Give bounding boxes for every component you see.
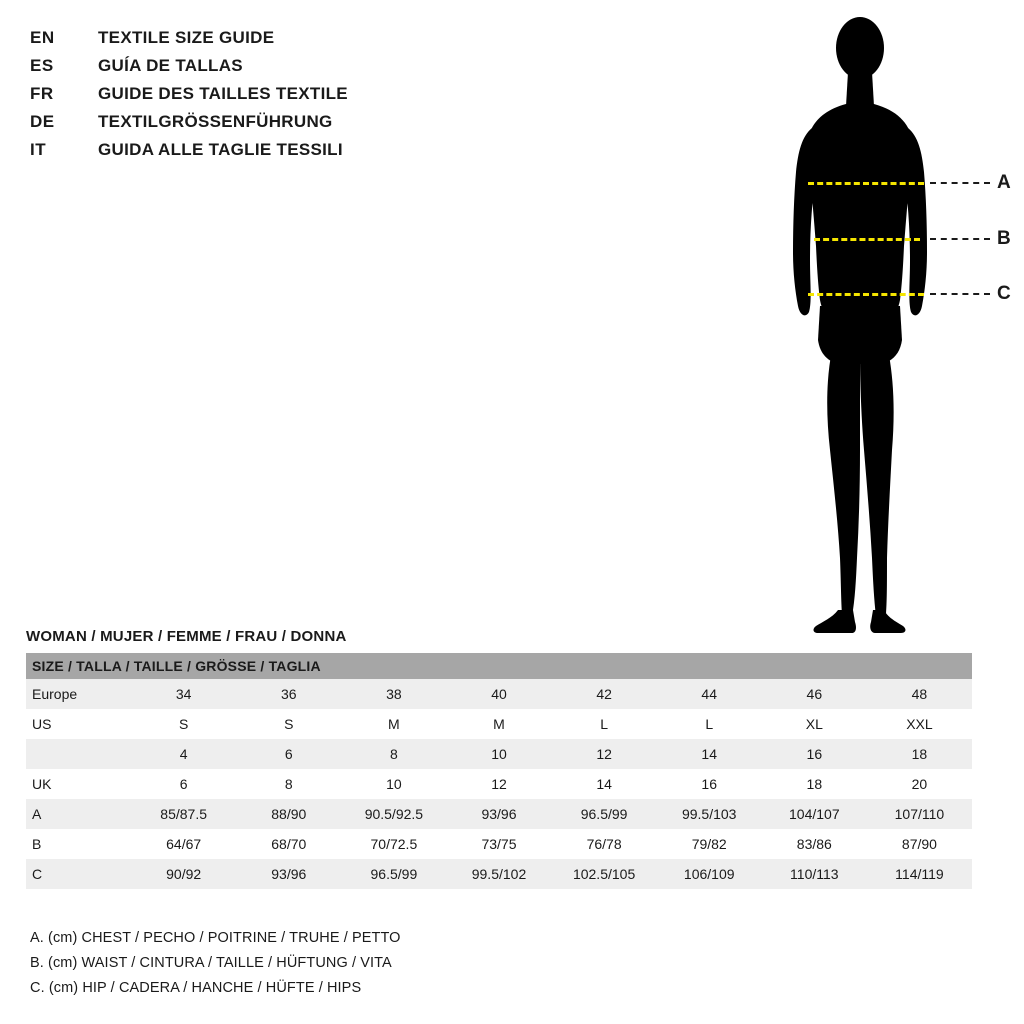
measure-label-c: C [997,283,1011,304]
title-text-es: GUÍA DE TALLAS [98,56,243,75]
title-text-de: TEXTILGRÖSSENFÜHRUNG [98,112,333,131]
cell-usnum-1: 6 [236,739,341,769]
cell-europe-0: 34 [131,679,236,709]
title-row [30,28,450,52]
cell-europe-2: 38 [341,679,446,709]
woman-section-heading: WOMAN / MUJER / FEMME / FRAU / DONNA [26,628,347,645]
cell-a-3: 93/96 [446,799,551,829]
cell-uk-3: 12 [446,769,551,799]
cell-uk-0: 6 [131,769,236,799]
row-label-us-numeric [26,739,131,769]
table-row [26,799,972,829]
cell-a-5: 99.5/103 [657,799,762,829]
legend-block [30,930,630,1005]
cell-a-0: 85/87.5 [131,799,236,829]
cell-b-3: 73/75 [446,829,551,859]
cell-b-1: 68/70 [236,829,341,859]
cell-europe-3: 40 [446,679,551,709]
cell-c-0: 90/92 [131,859,236,889]
cell-a-2: 90.5/92.5 [341,799,446,829]
measure-leader-chest [930,182,990,184]
cell-b-4: 76/78 [552,829,657,859]
cell-b-0: 64/67 [131,829,236,859]
cell-b-7: 87/90 [867,829,972,859]
title-text-it: GUIDA ALLE TAGLIE TESSILI [98,140,343,159]
title-lang-de: DE [30,112,55,131]
cell-usnum-0: 4 [131,739,236,769]
cell-us-0: S [131,709,236,739]
cell-us-5: L [657,709,762,739]
measure-label-b: B [997,228,1011,249]
cell-us-1: S [236,709,341,739]
cell-usnum-5: 14 [657,739,762,769]
title-lang-fr: FR [30,84,54,103]
title-block [30,28,450,168]
cell-europe-5: 44 [657,679,762,709]
cell-b-6: 83/86 [762,829,867,859]
female-body-silhouette [760,10,960,635]
table-row [26,709,972,739]
measure-leader-hip [930,293,990,295]
table-row [26,679,972,709]
row-label-b: B [26,829,131,859]
cell-us-4: L [552,709,657,739]
cell-a-1: 88/90 [236,799,341,829]
cell-us-6: XL [762,709,867,739]
cell-europe-4: 42 [552,679,657,709]
title-text-en: TEXTILE SIZE GUIDE [98,28,275,47]
title-row [30,112,450,136]
cell-uk-2: 10 [341,769,446,799]
cell-uk-6: 18 [762,769,867,799]
figure-block [700,10,1010,635]
row-label-uk: UK [26,769,131,799]
row-label-a: A [26,799,131,829]
legend-row-a: A. (cm) CHEST / PECHO / POITRINE / TRUHE / PETTO [30,930,401,946]
cell-uk-1: 8 [236,769,341,799]
measure-label-a: A [997,172,1011,193]
measure-band-waist [814,238,920,241]
title-text-fr: GUIDE DES TAILLES TEXTILE [98,84,348,103]
table-row [26,739,972,769]
size-table-header: SIZE / TALLA / TAILLE / GRÖSSE / TAGLIA [26,653,972,679]
cell-c-5: 106/109 [657,859,762,889]
cell-a-7: 107/110 [867,799,972,829]
title-row [30,84,450,108]
cell-usnum-2: 8 [341,739,446,769]
measure-band-hip [808,293,924,296]
table-row [26,859,972,889]
title-lang-en: EN [30,28,55,47]
cell-c-6: 110/113 [762,859,867,889]
legend-row-c: C. (cm) HIP / CADERA / HANCHE / HÜFTE / HIPS [30,980,362,996]
table-row [26,769,972,799]
row-label-c: C [26,859,131,889]
cell-uk-5: 16 [657,769,762,799]
title-lang-it: IT [30,140,47,159]
cell-a-4: 96.5/99 [552,799,657,829]
row-label-us: US [26,709,131,739]
cell-c-4: 102.5/105 [552,859,657,889]
cell-usnum-4: 12 [552,739,657,769]
cell-usnum-7: 18 [867,739,972,769]
title-lang-es: ES [30,56,54,75]
cell-europe-6: 46 [762,679,867,709]
cell-b-2: 70/72.5 [341,829,446,859]
cell-c-2: 96.5/99 [341,859,446,889]
cell-us-7: XXL [867,709,972,739]
table-header-row [26,653,972,679]
cell-uk-4: 14 [552,769,657,799]
cell-c-1: 93/96 [236,859,341,889]
title-row [30,56,450,80]
cell-uk-7: 20 [867,769,972,799]
table-row [26,829,972,859]
cell-europe-7: 48 [867,679,972,709]
measure-band-chest [808,182,924,185]
cell-europe-1: 36 [236,679,341,709]
cell-c-7: 114/119 [867,859,972,889]
row-label-europe: Europe [26,679,131,709]
cell-c-3: 99.5/102 [446,859,551,889]
size-table-block [26,628,972,889]
cell-usnum-6: 16 [762,739,867,769]
measure-leader-waist [930,238,990,240]
cell-usnum-3: 10 [446,739,551,769]
cell-b-5: 79/82 [657,829,762,859]
legend-row-b: B. (cm) WAIST / CINTURA / TAILLE / HÜFTUNG / VITA [30,955,392,971]
size-table [26,653,972,889]
title-row [30,140,450,164]
cell-a-6: 104/107 [762,799,867,829]
cell-us-2: M [341,709,446,739]
cell-us-3: M [446,709,551,739]
